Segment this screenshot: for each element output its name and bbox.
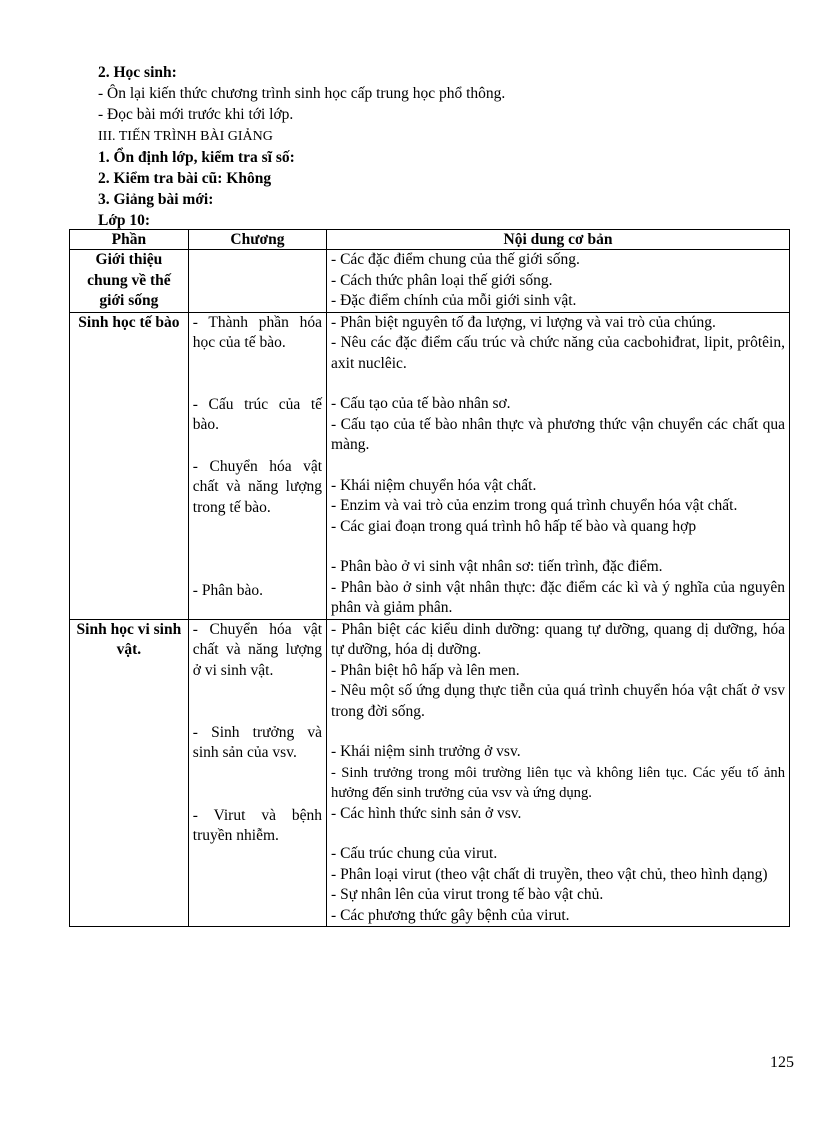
content-item: - Cách thức phân loại thế giới sống. — [331, 271, 553, 289]
content-item: - Các phương thức gây bệnh của virut. — [331, 906, 570, 924]
header-chuong: Chương — [188, 230, 326, 250]
chapter-cell — [188, 250, 326, 313]
part-cell: Giới thiệu chung về thế giới sống — [70, 250, 189, 313]
content-item: - Khái niệm chuyển hóa vật chất. — [331, 476, 537, 494]
content-cell — [327, 619, 790, 927]
table-row — [70, 250, 790, 313]
chapter-item: - Phân bào. — [192, 581, 263, 599]
content-item: - Cấu tạo của tế bào nhân sơ. — [331, 395, 511, 412]
chapter-cell — [188, 619, 326, 927]
content-item: - Phân biệt các kiểu dinh dưỡng: quang tự dưỡng, quang dị dưỡng, hóa tự dưỡng, hóa dị dưỡng. — [331, 620, 785, 658]
content-item: - Khái niệm sinh trưởng ở vsv. — [331, 743, 521, 760]
table-row — [70, 619, 790, 927]
content-item: - Phân loại virut (theo vật chất di truyền, theo vật chủ, theo hình dạng) — [331, 865, 768, 883]
content-item: - Đặc điểm chính của mỗi giới sinh vật. — [331, 292, 577, 309]
chapter-item: - Cấu trúc của tế bào. — [192, 395, 323, 433]
intro-section — [98, 62, 798, 232]
chapter-cell — [188, 312, 326, 619]
content-item: - Nêu một số ứng dụng thực tiễn của quá trình chuyển hóa vật chất ở vsv trong đời sống. — [331, 682, 785, 720]
content-item: - Enzim và vai trò của enzim trong quá trình chuyển hóa vật chất. — [331, 497, 738, 514]
chapter-item: - Thành phần hóa học của tế bào. — [192, 313, 323, 351]
content-item: - Nêu các đặc điểm cấu trúc và chức năng của cacbohiđrat, lipit, prôtêin, axit nuclêic. — [331, 334, 785, 372]
class-label: Lớp 10: — [98, 212, 151, 230]
header-noi-dung: Nội dung cơ bản — [327, 230, 790, 250]
content-item: - Phân bào ở sinh vật nhân thực: đặc điểm các kì và ý nghĩa của nguyên phân và giảm phân. — [331, 578, 785, 616]
chapter-item: - Sinh trưởng và sinh sản của vsv. — [192, 723, 323, 761]
content-item: - Sự nhân lên của virut trong tế bào vật chủ. — [331, 886, 604, 903]
content-item: - Phân biệt hô hấp và lên men. — [331, 661, 520, 679]
chapter-item: - Chuyển hóa vật chất và năng lượng trong tế bào. — [192, 457, 323, 516]
content-cell — [327, 312, 790, 619]
step-3-heading: 3. Giảng bài mới: — [98, 191, 214, 209]
part-cell: Sinh học tế bào — [70, 312, 189, 619]
content-item: - Các giai đoạn trong quá trình hô hấp tế bào và quang hợp — [331, 517, 697, 535]
content-cell — [327, 250, 790, 313]
header-phan: Phần — [70, 230, 189, 250]
section-heading: III. TIẾN TRÌNH BÀI GIẢNG — [98, 128, 273, 144]
curriculum-table — [69, 229, 790, 927]
content-item: - Các đặc điểm chung của thế giới sống. — [331, 251, 580, 268]
page-number: 125 — [770, 1054, 794, 1071]
table-header-row — [70, 230, 790, 250]
part-cell: Sinh học vi sinh vật. — [70, 619, 189, 927]
hoc-sinh-line-1: - Ôn lại kiến thức chương trình sinh học cấp trung học phổ thông. — [98, 85, 506, 103]
content-item: - Các hình thức sinh sản ở vsv. — [331, 804, 522, 822]
step-1-heading: 1. Ổn định lớp, kiểm tra sĩ số: — [98, 148, 295, 166]
chapter-item: - Virut và bệnh truyền nhiễm. — [192, 806, 323, 844]
hoc-sinh-heading: 2. Học sinh: — [98, 64, 177, 81]
chapter-item: - Chuyển hóa vật chất và năng lượng ở vi sinh vật. — [192, 620, 323, 679]
content-item: - Phân bào ở vi sinh vật nhân sơ: tiến trình, đặc điểm. — [331, 558, 663, 575]
table-row — [70, 312, 790, 619]
hoc-sinh-line-2: - Đọc bài mới trước khi tới lớp. — [98, 106, 294, 124]
step-2-heading: 2. Kiểm tra bài cũ: Không — [98, 170, 272, 188]
content-item: - Sinh trưởng trong môi trường liên tục và không liên tục. Các yếu tố ảnh hưởng đến sinh trưởng của vsv và ứng dụng. — [331, 764, 785, 801]
content-item: - Cấu trúc chung của virut. — [331, 845, 498, 862]
content-item: - Phân biệt nguyên tố đa lượng, vi lượng và vai trò của chúng. — [331, 313, 716, 331]
content-item: - Cấu tạo của tế bào nhân thực và phương thức vận chuyển các chất qua màng. — [331, 415, 785, 453]
